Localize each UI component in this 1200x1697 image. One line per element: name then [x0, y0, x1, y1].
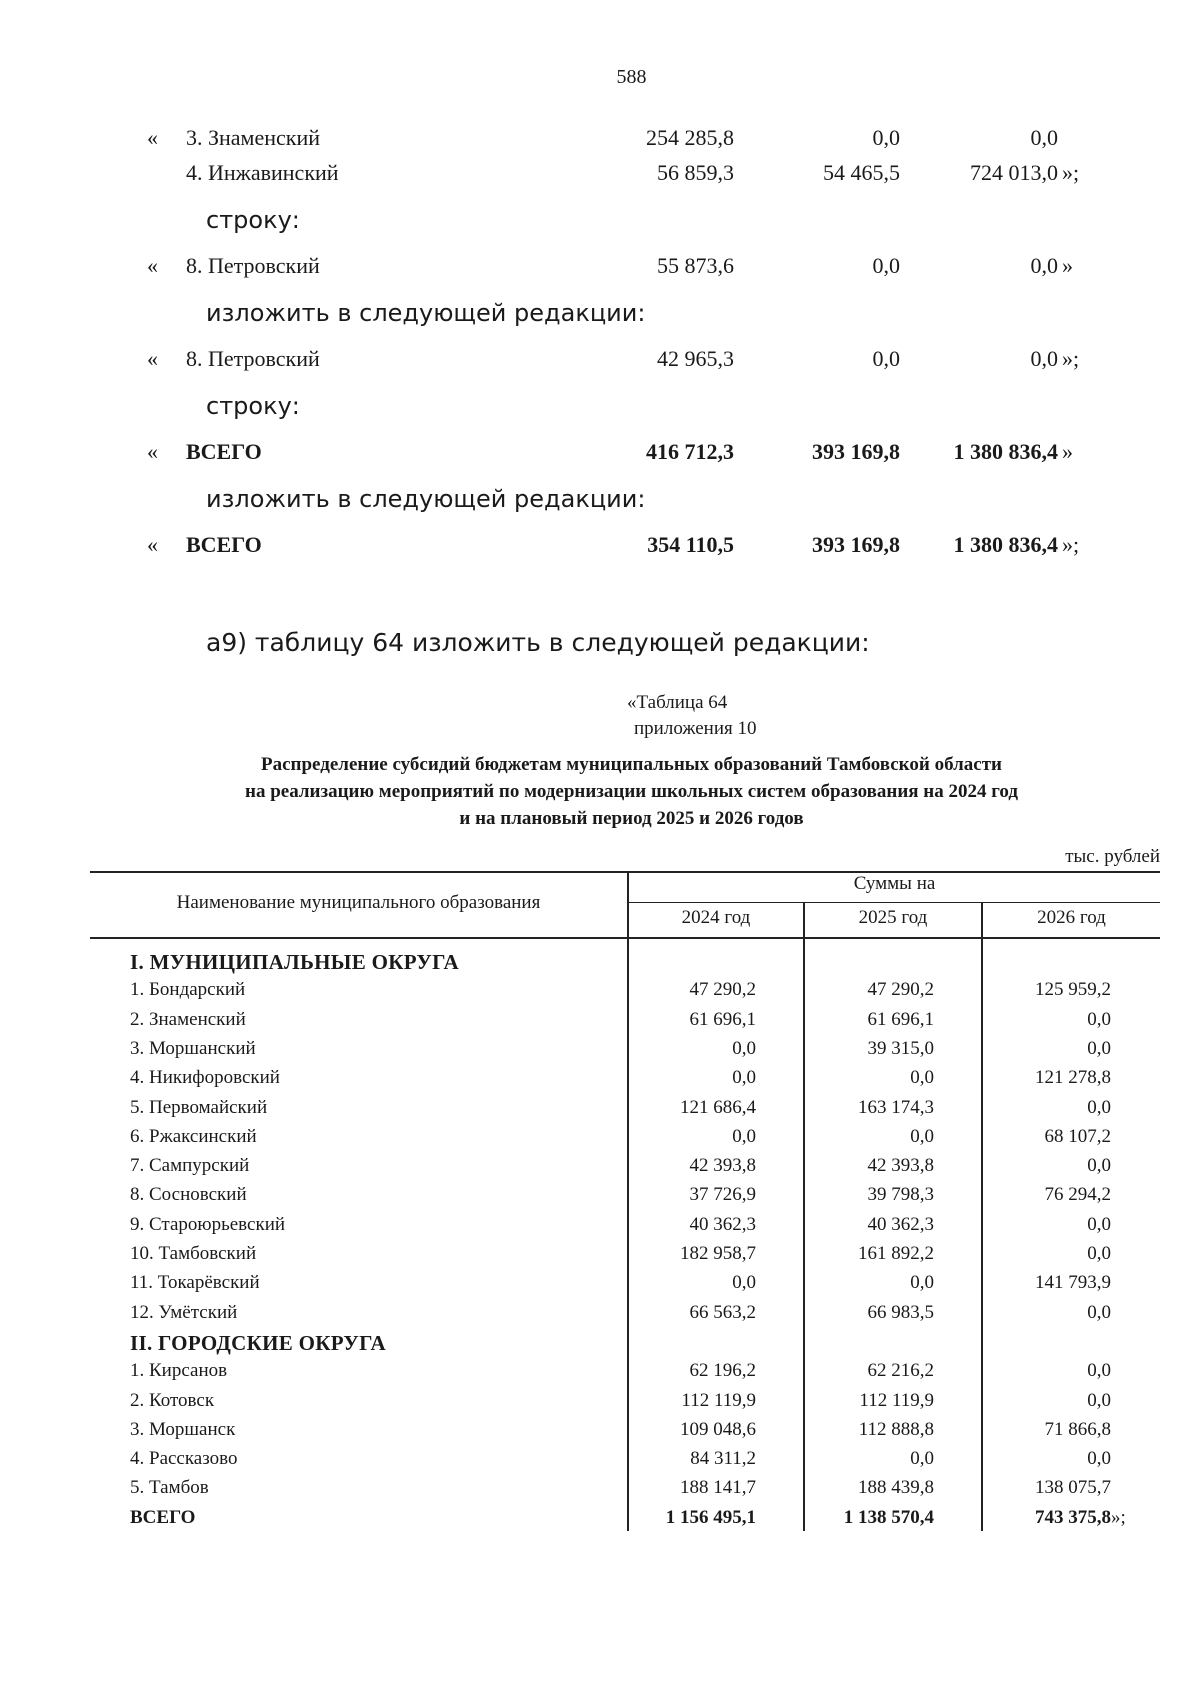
column-header-2025: 2025 год	[858, 907, 928, 928]
value-2025: 39 798,3	[867, 1184, 934, 1205]
value-2024: 121 686,4	[680, 1097, 756, 1118]
fragment-value-2026: 0,0	[1030, 125, 1058, 150]
table-title-line: Распределение субсидий бюджетам муниципальных образований Тамбовской области	[261, 754, 1002, 775]
fragment-value-2026: 0,0	[1030, 346, 1058, 371]
fragment-value-2024: 254 285,8	[646, 125, 734, 150]
value-2024: 0,0	[732, 1038, 756, 1059]
value-2026: 0,0	[1087, 1009, 1111, 1030]
value-2026: 0,0	[1087, 1155, 1111, 1176]
open-quote: «	[147, 439, 158, 464]
fragment-total-row	[0, 439, 1200, 469]
open-quote: «	[147, 346, 158, 371]
value-2025: 163 174,3	[858, 1097, 934, 1118]
value-2024: 47 290,2	[689, 979, 756, 1000]
table-row	[0, 1038, 1200, 1067]
value-2025: 0,0	[910, 1272, 934, 1293]
fragment-value-2025: 0,0	[872, 125, 900, 150]
value-2026: 71 866,8	[1044, 1419, 1111, 1440]
value-2025: 66 983,5	[867, 1302, 934, 1323]
fragment-row-name: ВСЕГО	[186, 532, 262, 557]
value-2024: 66 563,2	[689, 1302, 756, 1323]
column-header-name: Наименование муниципального образования	[176, 892, 541, 913]
value-2025: 1 138 570,4	[843, 1507, 934, 1528]
row-name: 2. Знаменский	[130, 1009, 246, 1030]
fragment-value-2024: 55 873,6	[657, 253, 734, 278]
table-row	[0, 1360, 1200, 1389]
fragment-value-2025: 0,0	[872, 253, 900, 278]
value-2026: 0,0	[1087, 1097, 1111, 1118]
table-row	[0, 1097, 1200, 1126]
value-2025: 39 315,0	[867, 1038, 934, 1059]
value-2026: 76 294,2	[1044, 1184, 1111, 1205]
table-row	[0, 1214, 1200, 1243]
fragment-value-2026: 724 013,0	[970, 160, 1058, 185]
table-row	[0, 979, 1200, 1008]
fragment-row	[0, 346, 1200, 376]
table-caption-appendix: приложения 10	[634, 718, 757, 739]
table-section-row	[0, 950, 1200, 979]
value-2024: 61 696,1	[689, 1009, 756, 1030]
fragment-value-2025: 393 169,8	[812, 439, 900, 464]
value-2024: 1 156 495,1	[665, 1507, 756, 1528]
value-2026: 0,0	[1087, 1448, 1111, 1469]
table-row	[0, 1477, 1200, 1506]
table-row	[0, 1009, 1200, 1038]
table-row	[0, 1419, 1200, 1448]
row-name: 4. Никифоровский	[130, 1067, 280, 1088]
instruction-text: строку:	[206, 206, 300, 234]
fragment-value-2024: 42 965,3	[657, 346, 734, 371]
value-2024: 62 196,2	[689, 1360, 756, 1381]
value-2026: 125 959,2	[1035, 979, 1111, 1000]
fragment-total-row	[0, 532, 1200, 562]
table-row	[0, 1067, 1200, 1096]
table-row	[0, 1390, 1200, 1419]
row-name: 5. Тамбов	[130, 1477, 209, 1498]
row-name: 1. Бондарский	[130, 979, 246, 1000]
fragment-row-name: 4. Инжавинский	[186, 160, 339, 185]
table-row	[0, 1448, 1200, 1477]
amendment-intro: а9) таблицу 64 изложить в следующей редакции:	[206, 628, 870, 657]
fragment-value-2024: 416 712,3	[646, 439, 734, 464]
open-quote: «	[147, 532, 158, 557]
value-2025: 0,0	[910, 1448, 934, 1469]
open-quote: «	[147, 125, 158, 150]
table-row	[0, 1272, 1200, 1301]
value-2024: 182 958,7	[680, 1243, 756, 1264]
value-2026: 138 075,7	[1035, 1477, 1111, 1498]
value-2026: 0,0	[1087, 1302, 1111, 1323]
page-number: 588	[616, 66, 647, 88]
table-title-line: на реализацию мероприятий по модернизации школьных систем образования на 2024 год	[245, 781, 1018, 802]
table-row	[0, 1155, 1200, 1184]
value-2026: 121 278,8	[1035, 1067, 1111, 1088]
row-name: II. ГОРОДСКИЕ ОКРУГА	[130, 1331, 386, 1355]
table-header-divider	[629, 902, 1160, 903]
open-quote: «	[147, 253, 158, 278]
table-row	[0, 1126, 1200, 1155]
fragment-value-2026: 0,0	[1030, 253, 1058, 278]
value-2025: 40 362,3	[867, 1214, 934, 1235]
close-quote: »;	[1062, 346, 1080, 371]
table-section-row	[0, 1331, 1200, 1360]
instruction-text: изложить в следующей редакции:	[206, 299, 646, 327]
fragment-row	[0, 253, 1200, 283]
value-2024: 84 311,2	[690, 1448, 756, 1469]
value-2025: 0,0	[910, 1126, 934, 1147]
instruction-text: строку:	[206, 392, 300, 420]
table-row	[0, 1302, 1200, 1331]
table-row	[0, 1243, 1200, 1272]
fragment-row	[0, 160, 1200, 190]
column-header-sums: Суммы на	[853, 873, 936, 894]
units-label: тыс. рублей	[1065, 846, 1160, 867]
row-name: ВСЕГО	[130, 1507, 196, 1528]
value-2024: 109 048,6	[680, 1419, 756, 1440]
fragment-value-2026: 1 380 836,4	[953, 532, 1058, 557]
close-quote: »;	[1062, 532, 1080, 557]
row-name: 5. Первомайский	[130, 1097, 268, 1118]
table-title-line: и на плановый период 2025 и 2026 годов	[459, 808, 804, 829]
value-2025: 42 393,8	[867, 1155, 934, 1176]
close-quote: »;	[1062, 160, 1080, 185]
value-2025: 0,0	[910, 1067, 934, 1088]
table-row	[0, 1184, 1200, 1213]
table-caption: «Таблица 64	[627, 692, 728, 713]
row-name: 9. Староюрьевский	[130, 1214, 286, 1235]
close-quote: »;	[1111, 1507, 1126, 1528]
column-header-2026: 2026 год	[1037, 907, 1106, 928]
value-2026: 141 793,9	[1035, 1272, 1111, 1293]
fragment-value-2025: 393 169,8	[812, 532, 900, 557]
fragment-row-name: 8. Петровский	[186, 346, 320, 371]
fragment-row-name: 3. Знаменский	[186, 125, 321, 150]
value-2026: 68 107,2	[1044, 1126, 1111, 1147]
row-name: 6. Ржаксинский	[130, 1126, 257, 1147]
value-2026: 0,0	[1087, 1360, 1111, 1381]
fragment-value-2025: 0,0	[872, 346, 900, 371]
row-name: 10. Тамбовский	[130, 1243, 257, 1264]
value-2025: 61 696,1	[867, 1009, 934, 1030]
value-2024: 112 119,9	[681, 1390, 756, 1411]
column-header-2024: 2024 год	[681, 907, 751, 928]
row-name: 11. Токарёвский	[130, 1272, 260, 1293]
fragment-row-name: 8. Петровский	[186, 253, 320, 278]
fragment-value-2026: 1 380 836,4	[953, 439, 1058, 464]
row-name: 3. Моршанск	[130, 1419, 236, 1440]
value-2026: 0,0	[1087, 1214, 1111, 1235]
close-quote: »	[1062, 253, 1073, 278]
value-2025: 112 119,9	[859, 1390, 934, 1411]
value-2024: 42 393,8	[689, 1155, 756, 1176]
value-2024: 37 726,9	[689, 1184, 756, 1205]
value-2024: 40 362,3	[689, 1214, 756, 1235]
table-header-bottom-border	[90, 937, 1160, 939]
fragment-value-2025: 54 465,5	[823, 160, 900, 185]
instruction-text: изложить в следующей редакции:	[206, 485, 646, 513]
row-name: I. МУНИЦИПАЛЬНЫЕ ОКРУГА	[130, 950, 459, 974]
value-2026: 0,0	[1087, 1390, 1111, 1411]
row-name: 12. Умётский	[130, 1302, 238, 1323]
row-name: 3. Моршанский	[130, 1038, 256, 1059]
value-2026: 0,0	[1087, 1038, 1111, 1059]
value-2025: 188 439,8	[858, 1477, 934, 1498]
value-2024: 0,0	[732, 1067, 756, 1088]
row-name: 2. Котовск	[130, 1390, 215, 1411]
row-name: 1. Кирсанов	[130, 1360, 228, 1381]
value-2024: 188 141,7	[680, 1477, 756, 1498]
row-name: 4. Рассказово	[130, 1448, 238, 1469]
fragment-value-2024: 56 859,3	[657, 160, 734, 185]
value-2025: 62 216,2	[867, 1360, 934, 1381]
fragment-value-2024: 354 110,5	[647, 532, 734, 557]
value-2025: 161 892,2	[858, 1243, 934, 1264]
table-total-row	[0, 1507, 1200, 1536]
fragment-row	[0, 125, 1200, 155]
value-2024: 0,0	[732, 1272, 756, 1293]
value-2026: 743 375,8	[1035, 1507, 1111, 1528]
fragment-row-name: ВСЕГО	[186, 439, 262, 464]
row-name: 7. Сампурский	[130, 1155, 250, 1176]
value-2024: 0,0	[732, 1126, 756, 1147]
close-quote: »	[1062, 439, 1073, 464]
value-2026: 0,0	[1087, 1243, 1111, 1264]
row-name: 8. Сосновский	[130, 1184, 247, 1205]
value-2025: 112 888,8	[858, 1419, 934, 1440]
value-2025: 47 290,2	[867, 979, 934, 1000]
